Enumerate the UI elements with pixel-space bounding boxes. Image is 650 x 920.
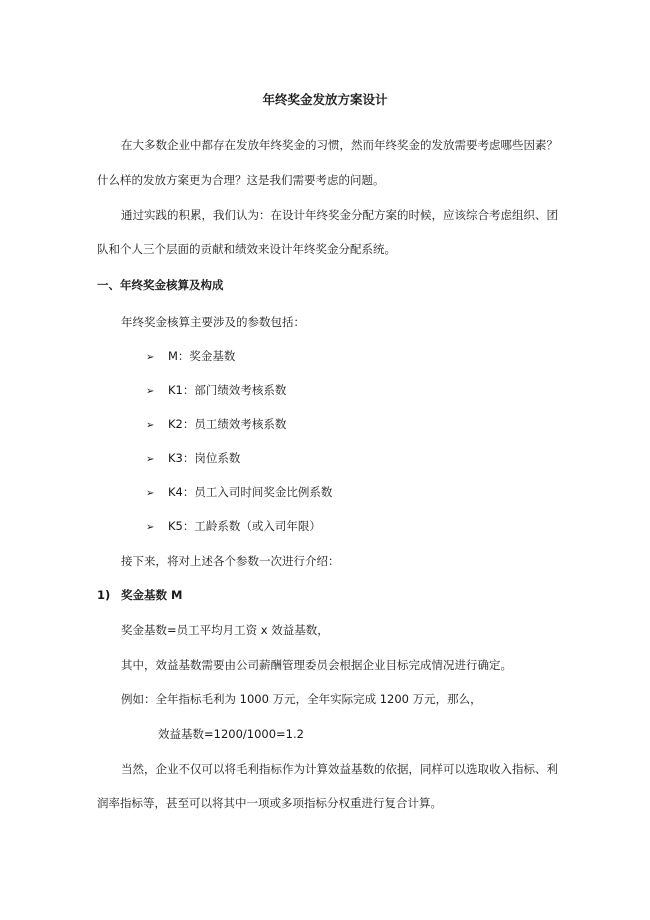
param-list-item (146, 484, 332, 502)
params-outro: 接下来，将对上述各个参数一次进行介绍： (121, 554, 340, 568)
arrow-bullet-icon: ➢ (146, 522, 155, 533)
params-intro: 年终奖金核算主要涉及的参数包括： (121, 315, 305, 329)
param-label: K1：部门绩效考核系数 (168, 383, 287, 397)
where-line: 其中，效益基数需要由公司薪酬管理委员会根据企业目标完成情况进行确定。 (121, 658, 512, 672)
subsection-number: 1) (97, 588, 111, 602)
document-title: 年终奖金发放方案设计 (262, 92, 388, 107)
subsection-title: 奖金基数 M (121, 588, 183, 602)
formula-line: 奖金基数=员工平均月工资 x 效益基数， (121, 623, 329, 637)
intro-paragraph-2-line-2: 队和个人三个层面的贡献和绩效来设计年终奖金分配系统。 (97, 242, 396, 256)
param-list-item (146, 518, 321, 536)
intro-paragraph-1-line-1: 在大多数企业中都存在发放年终奖金的习惯，然而年终奖金的发放需要考虑哪些因素？ (121, 138, 558, 152)
example-line: 例如：全年指标毛利为 1000 万元，全年实际完成 1200 万元，那么， (121, 692, 482, 706)
param-list-item (146, 382, 286, 400)
param-label: K5：工龄系数（或入司年限） (168, 519, 321, 533)
param-list-item (146, 450, 240, 468)
arrow-bullet-icon: ➢ (146, 352, 155, 363)
param-label: K3：岗位系数 (168, 451, 241, 465)
param-label: K2：员工绩效考核系数 (168, 417, 287, 431)
param-list-item (146, 348, 235, 366)
closing-paragraph-line-2: 润率指标等，甚至可以将其中一项或多项指标分权重进行复合计算。 (97, 796, 442, 810)
subsection-1-heading (97, 587, 182, 603)
example-calculation: 效益基数=1200/1000=1.2 (158, 727, 304, 741)
closing-paragraph-line-1: 当然，企业不仅可以将毛利指标作为计算效益基数的依据，同样可以选取收入指标、利 (121, 762, 558, 776)
arrow-bullet-icon: ➢ (146, 420, 155, 431)
section-1-heading: 一、年终奖金核算及构成 (97, 278, 224, 292)
param-list-item (146, 416, 286, 434)
intro-paragraph-1-line-2: 什么样的发放方案更为合理？这是我们需要考虑的问题。 (97, 173, 385, 187)
param-label: M：奖金基数 (168, 349, 236, 363)
param-label: K4：员工入司时间奖金比例系数 (168, 485, 333, 499)
arrow-bullet-icon: ➢ (146, 386, 155, 397)
arrow-bullet-icon: ➢ (146, 488, 155, 499)
intro-paragraph-2-line-1: 通过实践的积累，我们认为：在设计年终奖金分配方案的时候，应该综合考虑组织、团 (121, 208, 558, 222)
arrow-bullet-icon: ➢ (146, 454, 155, 465)
